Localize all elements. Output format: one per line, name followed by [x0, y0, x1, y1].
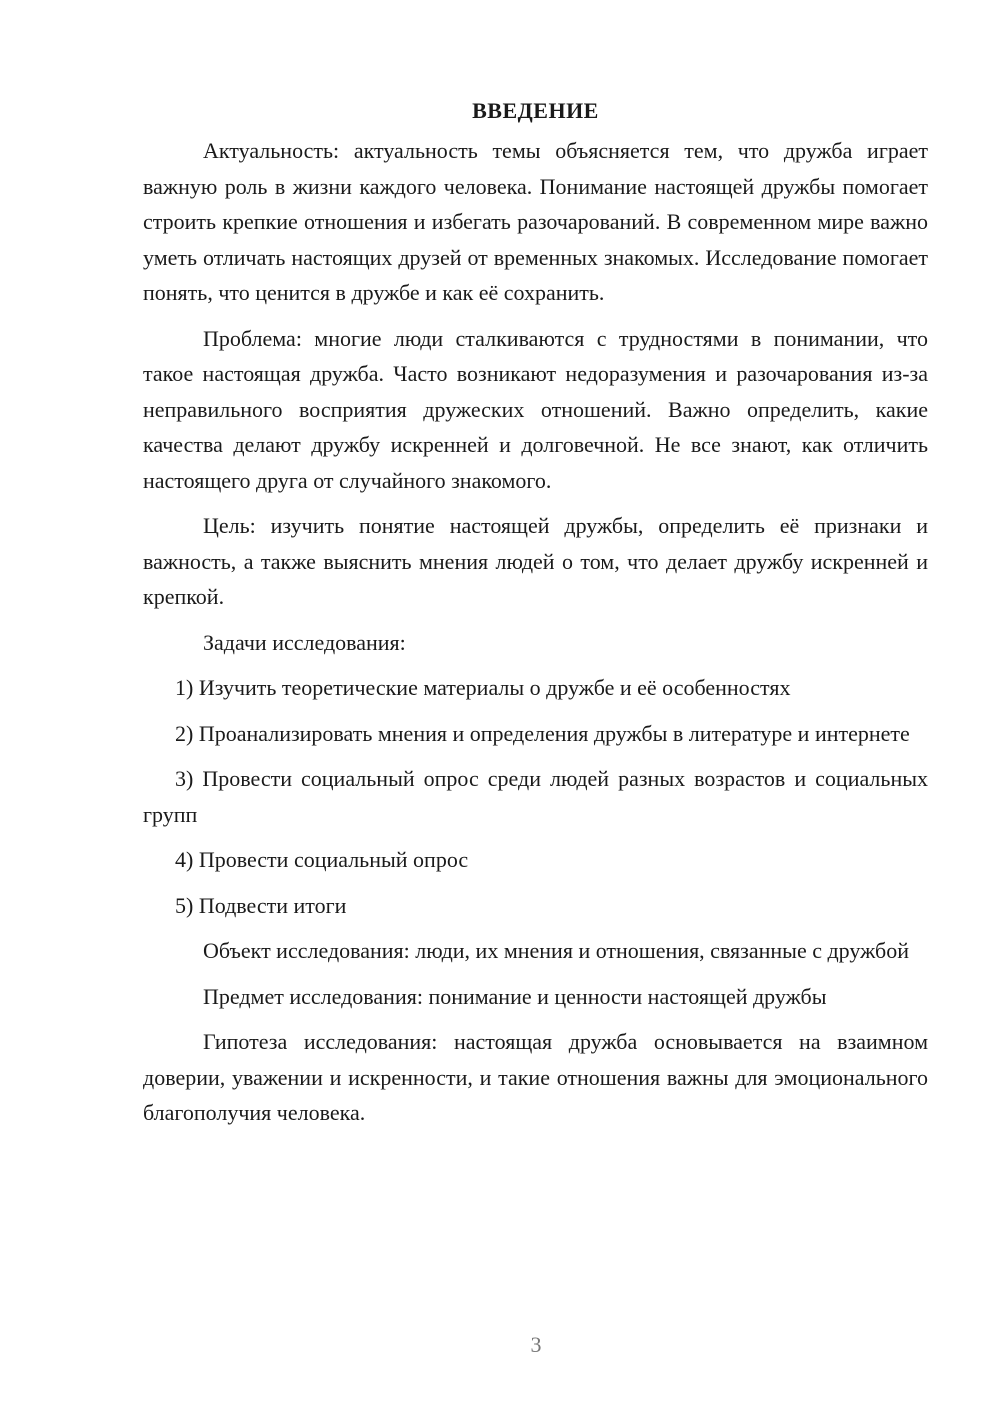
document-page — [143, 93, 928, 1141]
task-item: 5) Подвести итоги — [175, 892, 347, 918]
object-paragraph: Объект исследования: люди, их мнения и отношения, связанные с дружбой — [203, 938, 909, 963]
page-number: 3 — [530, 1332, 542, 1357]
problem-paragraph: Проблема: многие люди сталкиваются с трудностями в понимании, что такое настоящая дружба. Часто возникают недоразумения и разочарования из-за неправильного восприятия дружеских отношений. Важно определить, какие качества делают дружбу искренней и долговечной. Не все знают, как отличить настоящего друга от случайного знакомого. — [143, 325, 928, 493]
goal-paragraph: Цель: изучить понятие настоящей дружбы, определить её признаки и важность, а также выяснить мнения людей о том, что делает дружбу искренней и крепкой. — [143, 513, 928, 609]
subject-paragraph: Предмет исследования: понимание и ценности настоящей дружбы — [203, 983, 827, 1009]
task-item: 1) Изучить теоретические материалы о дружбе и её особенностях — [175, 675, 791, 700]
task-item: 4) Провести социальный опрос — [175, 847, 469, 872]
section-title: ВВЕДЕНИЕ — [472, 98, 599, 123]
tasks-heading: Задачи исследования: — [203, 629, 406, 655]
task-item: 2) Проанализировать мнения и определения дружбы в литературе и интернете — [175, 720, 910, 746]
hypothesis-paragraph: Гипотеза исследования: настоящая дружба основывается на взаимном доверии, уважении и искренности, и такие отношения важны для эмоционального благополучия человека. — [143, 1029, 928, 1125]
relevance-paragraph: Актуальность: актуальность темы объясняется тем, что дружба играет важную роль в жизни каждого человека. Понимание настоящей дружбы помогает строить крепкие отношения и избегать разочарований. В современном мире важно уметь отличать настоящих друзей от временных знакомых. Исследование помогает понять, что ценится в дружбе и как её сохранить. — [143, 138, 928, 305]
task-item: 3) Провести социальный опрос среди людей разных возрастов и социальных групп — [143, 766, 928, 827]
